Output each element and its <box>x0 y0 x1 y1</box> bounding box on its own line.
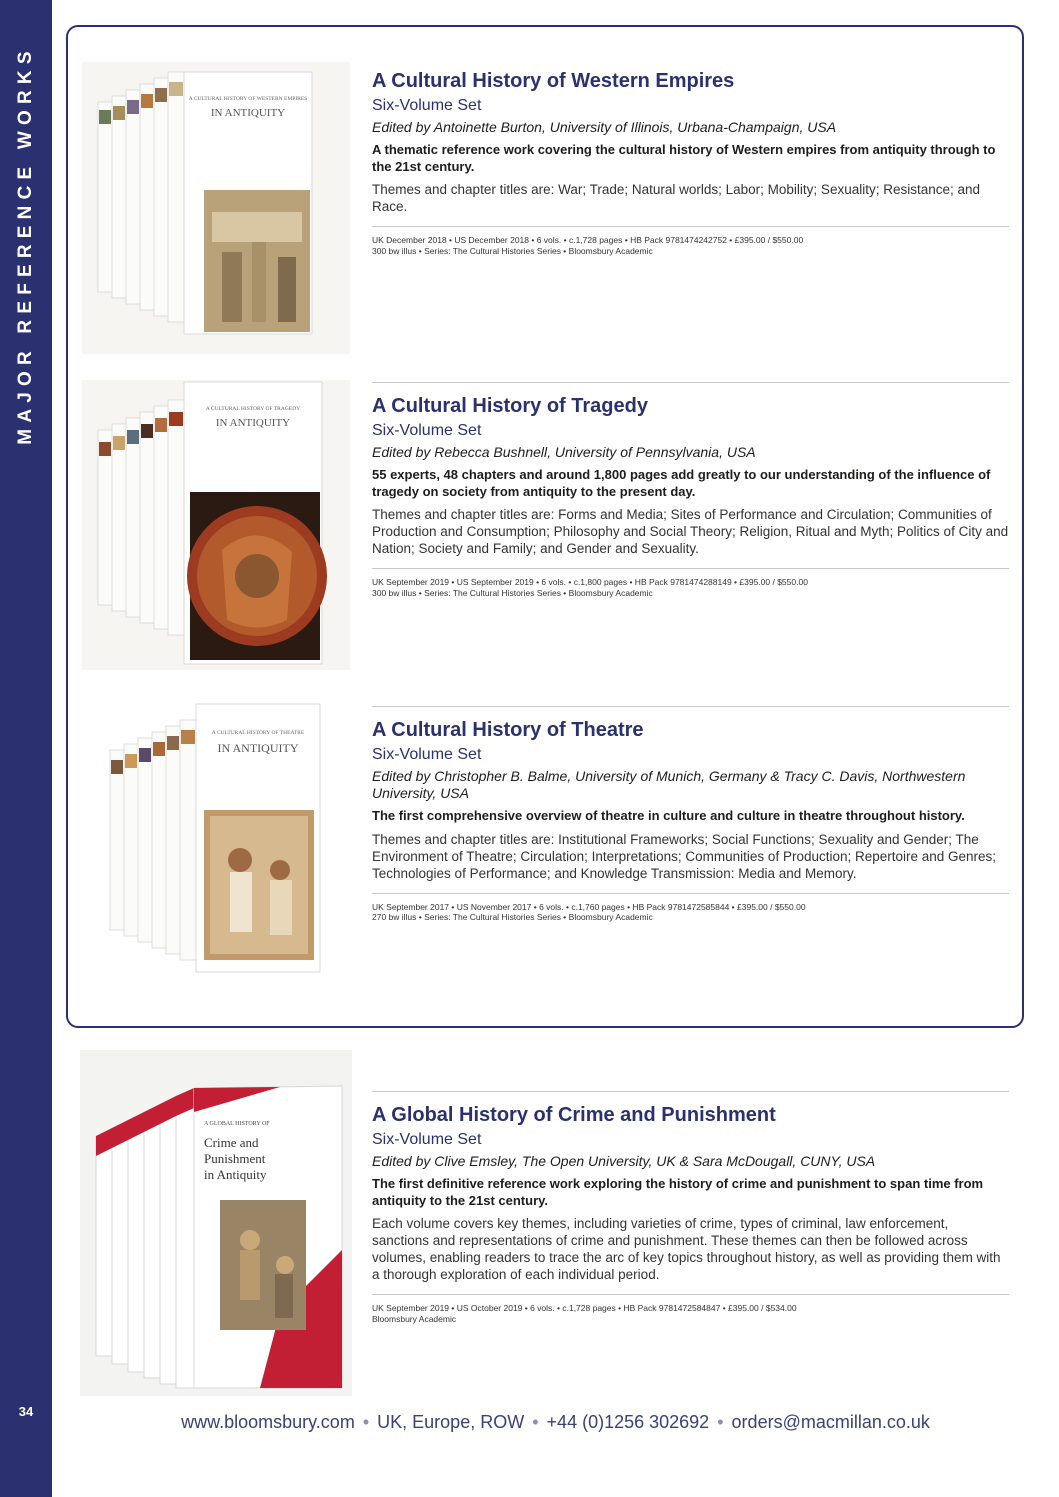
cover-series-text: A GLOBAL HISTORY OF <box>204 1121 270 1127</box>
book-subtitle: Six-Volume Set <box>372 422 482 439</box>
book-editors: Edited by Christopher B. Balme, University of Munich, Germany & Tracy C. Davis, Northwestern University, USA <box>372 768 966 801</box>
book-title: A Cultural History of Tragedy <box>372 395 648 417</box>
book-description: A thematic reference work covering the cultural history of Western empires from antiquity through to the 21st century. <box>372 142 996 174</box>
book-subtitle: Six-Volume Set <box>372 746 482 763</box>
book-meta-line: Bloomsbury Academic <box>372 1313 457 1324</box>
footer-email[interactable]: orders@macmillan.co.uk <box>731 1412 930 1432</box>
book-themes: Themes and chapter titles are: Institutional Frameworks; Social Functions; Sexuality and Gender; The Environment of Theatre; Circulation; Interpretations; Communities of Production; Repertoire and Genres; Technologies of Performance; and Knowledge Transmission: Media and Memory. <box>372 831 997 881</box>
book-themes: Each volume covers key themes, including varieties of crime, types of criminal, law enforcement, sanctions and representations of crime and punishment. These themes can then be followed across volumes, enabling readers to trace the arc of key topics throughout history, as well as providing them with a thorough exploration of each individual period. <box>372 1216 1001 1282</box>
footer-phone: +44 (0)1256 302692 <box>546 1412 710 1432</box>
cover-volume-text: IN ANTIQUITY <box>210 107 286 119</box>
book-cover-crime-punishment <box>80 1050 352 1396</box>
book-themes: Themes and chapter titles are: War; Trade; Natural worlds; Labor; Mobility; Sexuality; Resistance; and Race. <box>372 182 981 214</box>
book-meta-line: UK September 2019 • US October 2019 • 6 vols. • c.1,728 pages • HB Pack 9781472584847 • £395.00 / $534.00 <box>372 1303 797 1313</box>
book-entry-theatre <box>372 706 1009 923</box>
page-number: 34 <box>18 1404 34 1419</box>
book-meta-line: UK December 2018 • US December 2018 • 6 vols. • c.1,728 pages • HB Pack 9781474242752 • £395.00 / $550.00 <box>372 235 804 245</box>
book-meta-line: UK September 2017 • US November 2017 • 6 vols. • c.1,760 pages • HB Pack 9781472585844 • £395.00 / $550.00 <box>372 901 806 912</box>
cover-volume-text: IN ANTIQUITY <box>217 741 299 755</box>
book-title: A Global History of Crime and Punishment <box>372 1104 776 1126</box>
book-editors: Edited by Clive Emsley, The Open University, UK & Sara McDougall, CUNY, USA <box>372 1153 876 1169</box>
book-meta-line: 300 bw illus • Series: The Cultural Histories Series • Bloomsbury Academic <box>372 245 653 256</box>
book-entry-crime-punishment <box>372 1091 1009 1324</box>
section-title: MAJOR REFERENCE WORKS <box>15 45 36 445</box>
book-entry-western-empires <box>372 68 1009 256</box>
book-description: 55 experts, 48 chapters and around 1,800 pages add greatly to our understanding of the influence of tragedy on society from antiquity to the present day. <box>372 467 991 499</box>
cover-volume-line: Crime and <box>204 1135 259 1150</box>
book-meta-line: 270 bw illus • Series: The Cultural Histories Series • Bloomsbury Academic <box>372 912 653 922</box>
footer-separator: • <box>717 1412 724 1432</box>
book-meta <box>372 893 1009 923</box>
footer-region: UK, Europe, ROW <box>377 1412 525 1432</box>
book-cover-western-empires <box>82 62 350 354</box>
book-subtitle: Six-Volume Set <box>372 1131 482 1148</box>
cover-series-text: A CULTURAL HISTORY OF TRAGEDY <box>205 406 301 412</box>
book-title: A Cultural History of Western Empires <box>372 70 735 92</box>
book-entry-tragedy <box>372 382 1009 598</box>
cover-volume-line: in Antiquity <box>204 1167 267 1182</box>
book-editors: Edited by Antoinette Burton, University of Illinois, Urbana-Champaign, USA <box>372 119 837 135</box>
footer-website[interactable]: www.bloomsbury.com <box>181 1412 355 1432</box>
cover-series-text: A CULTURAL HISTORY OF WESTERN EMPIRES <box>188 96 308 102</box>
cover-series-text: A CULTURAL HISTORY OF THEATRE <box>211 730 305 736</box>
book-subtitle: Six-Volume Set <box>372 97 482 114</box>
book-description: The first comprehensive overview of theatre in culture and culture in theatre throughout history. <box>372 808 965 823</box>
book-meta <box>372 568 1009 598</box>
book-cover-theatre <box>100 700 350 980</box>
book-meta-line: UK September 2019 • US September 2019 • 6 vols. • c.1,800 pages • HB Pack 9781474288149 • £395.00 / $550.00 <box>372 577 808 587</box>
book-title: A Cultural History of Theatre <box>372 719 644 741</box>
side-band <box>0 0 52 1497</box>
footer-separator: • <box>362 1412 370 1432</box>
footer-separator: • <box>532 1412 539 1432</box>
book-meta <box>372 226 1009 256</box>
book-editors: Edited by Rebecca Bushnell, University of Pennsylvania, USA <box>372 444 756 460</box>
book-themes: Themes and chapter titles are: Forms and Media; Sites of Performance and Circulation; Communities of Production and Consumption; Philosophy and Social Theory; Religion, Ritual and Myth; Politics of City and Nation; Society and Family; and Gender and Sexuality. <box>372 507 1009 556</box>
book-meta-line: 300 bw illus • Series: The Cultural Histories Series • Bloomsbury Academic <box>372 587 653 598</box>
cover-volume-text: IN ANTIQUITY <box>215 417 291 429</box>
book-cover-tragedy <box>82 380 350 670</box>
cover-volume-line: Punishment <box>204 1151 266 1166</box>
footer-contact <box>52 1412 1059 1433</box>
book-description: The first definitive reference work exploring the history of crime and punishment to span time from antiquity to the 21st century. <box>372 1176 984 1208</box>
book-meta <box>372 1294 1009 1324</box>
